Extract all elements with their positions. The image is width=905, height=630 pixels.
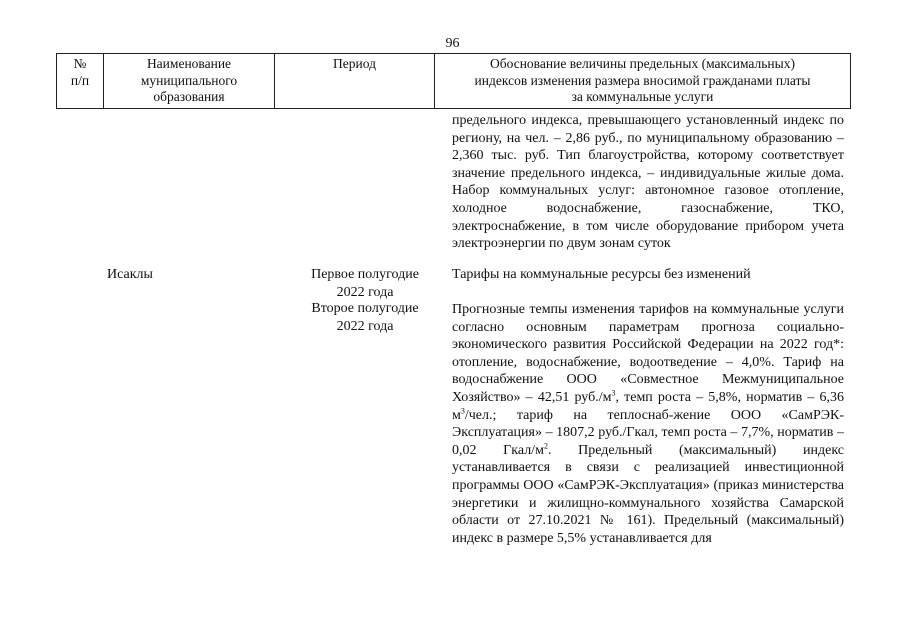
header-basis-text: Обоснование величины предельных (максимальных) индексов изменения размера вносимой гражданами платы за коммунальные услуги [474, 56, 811, 104]
municipality-name: Исаклы [107, 267, 153, 282]
page-number: 96 [445, 36, 460, 51]
basis-first-half: Тарифы на коммунальные ресурсы без изменений [452, 267, 751, 282]
basis-continuation: предельного индекса, превышающего установленный индекс по региону, на чел. – 2,86 руб., по муниципальному образованию – 2,360 тыс. руб. Тип благоустройства, которому соответствует значение предельного индекса, – индивидуальные жилые дома. Набор коммунальных услуг: автономное газовое отопление, холодное водоснабжение, газоснабжение, ТКО, электроснабжение, в том числе оборудование прибором учета электроэнергии по двум зонам суток [452, 113, 844, 252]
header-municipality-text: Наименование муниципального образования [140, 56, 238, 104]
basis-second-text-3: /чел.; тариф на теплоснаб-жение ООО «СамРЭК-Эксплуатация» – 1807,2 руб./Гкал, темп роста – 7,7%, норматив – 0,02 Гкал/м [452, 407, 844, 458]
basis-second-half [452, 301, 844, 547]
header-period [275, 54, 435, 109]
basis-second-text-2: , темп роста – 5,8%, норматив – 6,36 м [452, 389, 844, 423]
header-number-text: № п/п [70, 56, 90, 88]
table-header-row [57, 54, 851, 109]
superscript-1: 3 [611, 388, 616, 398]
period-first-half: Первое полугодие 2022 года [311, 267, 419, 300]
period-second-half: Второе полугодие 2022 года [311, 301, 419, 334]
table-header [56, 53, 851, 109]
basis-second-text-4: . Предельный (максимальный) индекс устанавливается в связи с реализацией инвестиционной программы ООО «СамРЭК-Эксплуатация» (приказ министерства энергетики и жилищно-коммунального хозяйства Самарской области от 27.10.2021 № 161). Предельный (максимальный) индекс в размере 5,5% устанавливается для [452, 442, 844, 546]
header-basis [435, 54, 851, 109]
header-period-text: Период [333, 56, 376, 71]
header-number [57, 54, 104, 109]
superscript-2: 3 [460, 405, 465, 415]
header-municipality [104, 54, 275, 109]
superscript-3: 2 [543, 441, 548, 451]
basis-second-text-1: Прогнозные темпы изменения тарифов на коммунальные услуги согласно основным параметрам прогноза социально-экономического развития Российской Федерации на 2022 год*: отопление, водоснабжение, водоотведение – 4,0%. Тариф на водоснабжение ООО «Совместное Межмуниципальное Хозяйство» – 42,51 руб./м [452, 302, 844, 405]
